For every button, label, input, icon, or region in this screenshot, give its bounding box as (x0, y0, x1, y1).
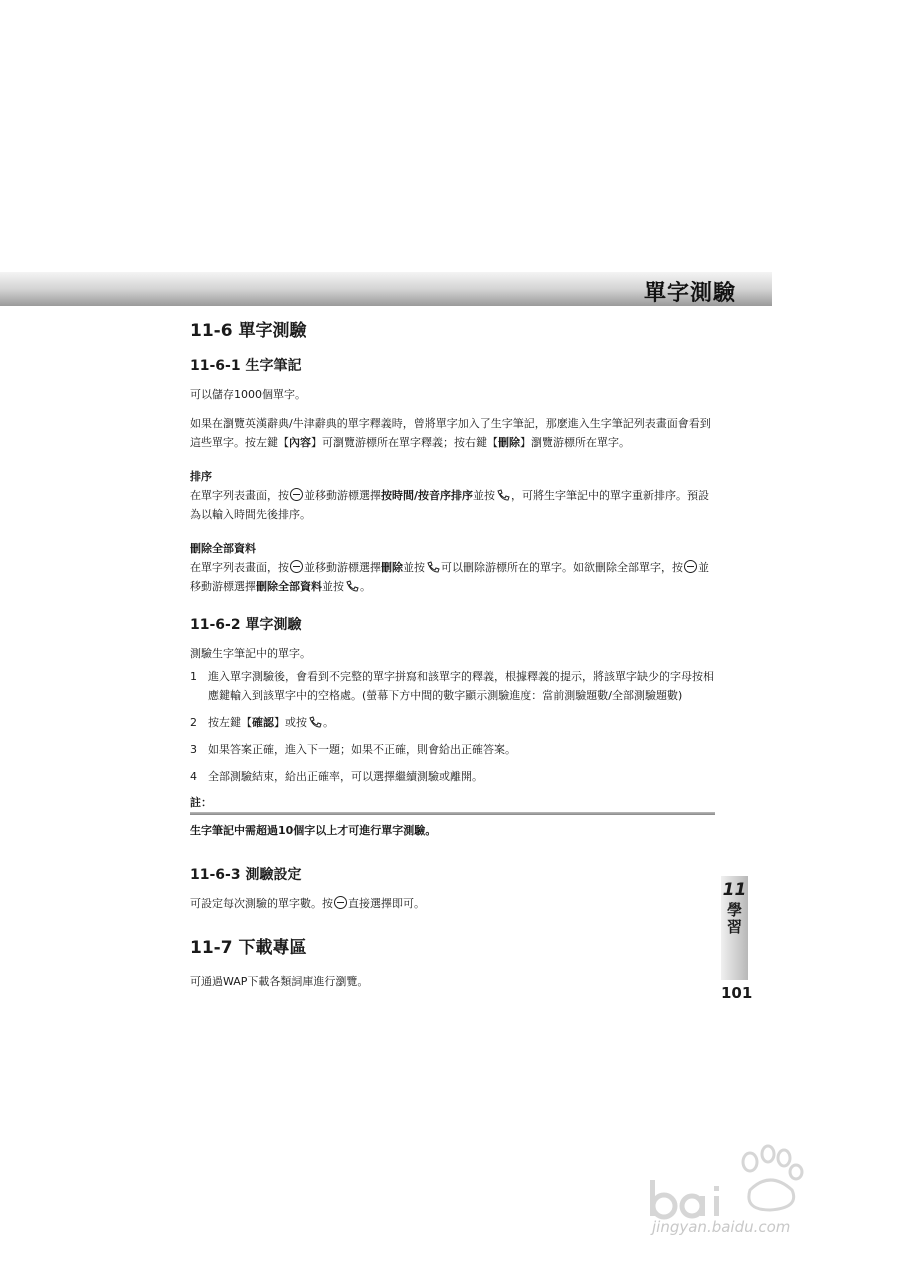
section-title: 11-6 單字測驗 (190, 321, 307, 341)
menu-key-icon (290, 488, 303, 501)
menu-key-icon (684, 560, 697, 573)
call-key-icon (308, 716, 322, 728)
subsection-title-2: 11-6-2 單字測驗 (190, 617, 302, 633)
note-text: 生字筆記中需超過10個字以上才可進行單字測驗。 (190, 824, 437, 837)
main-content (190, 316, 715, 1001)
note-label: 註： (190, 796, 212, 809)
note-divider (190, 812, 715, 815)
page-number: 101 (721, 984, 753, 1002)
nav-key-icon (334, 896, 347, 909)
delete-all-heading: 刪除全部資料 (190, 542, 256, 555)
section-title-download: 11-7 下載專區 (190, 938, 307, 958)
sort-paragraph: 在單字列表畫面，按 並移動游標選擇按時間/按音序排序並按 ，可將生字筆記中的單字重新排序。預設為以輸入時間先後排序。 (190, 489, 710, 521)
list-item: 1 進入單字測驗後，會看到不完整的單字拼寫和該單字的釋義，根據釋義的提示，將該單字缺少的字母按相應鍵輸入到該單字中的空格處。(螢幕下方中間的數字顯示測驗進度：當前測驗題數/全部測驗題數) (190, 670, 714, 702)
subsection-title-1: 11-6-1 生字筆記 (190, 358, 302, 374)
list-item: 4 全部測驗結束，給出正確率，可以選擇繼續測驗或離開。 (190, 770, 483, 783)
chapter-header-band (0, 272, 772, 306)
delete-all-paragraph: 在單字列表畫面，按 並移動游標選擇刪除並按 可以刪除游標所在的單字。如欲刪除全部單字，按 並移動游標選擇刪除全部資料並按 。 (190, 561, 709, 593)
sort-heading: 排序 (190, 470, 212, 483)
watermark-url: jingyan.baidu.com (652, 1218, 791, 1236)
chapter-header-title: 單字測驗 (643, 281, 736, 306)
call-key-icon (345, 580, 359, 592)
subsection-title-3: 11-6-3 測驗設定 (190, 867, 302, 883)
quiz-settings-paragraph: 可設定每次測驗的單字數。按 直接選擇即可。 (190, 897, 425, 910)
paragraph-capacity: 可以儲存1000個單字。 (190, 388, 306, 401)
menu-key-icon (290, 560, 303, 573)
download-paragraph: 可通過WAP下載各類詞庫進行瀏覽。 (190, 975, 369, 988)
call-key-icon (496, 489, 510, 501)
chapter-side-tab (721, 876, 748, 980)
side-tab-label: 學習 (726, 901, 742, 936)
quiz-steps (190, 667, 715, 786)
call-key-icon (426, 561, 440, 573)
list-item: 3 如果答案正確，進入下一題；如果不正確，則會給出正確答案。 (190, 743, 516, 756)
side-tab-number: 11 (722, 880, 747, 900)
paragraph-vocab-list: 如果在瀏覽英漢辭典/牛津辭典的單字釋義時，曾將單字加入了生字筆記，那麼進入生字筆記列表畫面會看到這些單字。按左鍵【內容】可瀏覽游標所在單字釋義；按右鍵【刪除】瀏覽游標所在單字。 (190, 417, 711, 449)
list-item: 2 按左鍵【確認】或按 。 (190, 716, 334, 729)
quiz-intro: 測驗生字筆記中的單字。 (190, 647, 311, 660)
